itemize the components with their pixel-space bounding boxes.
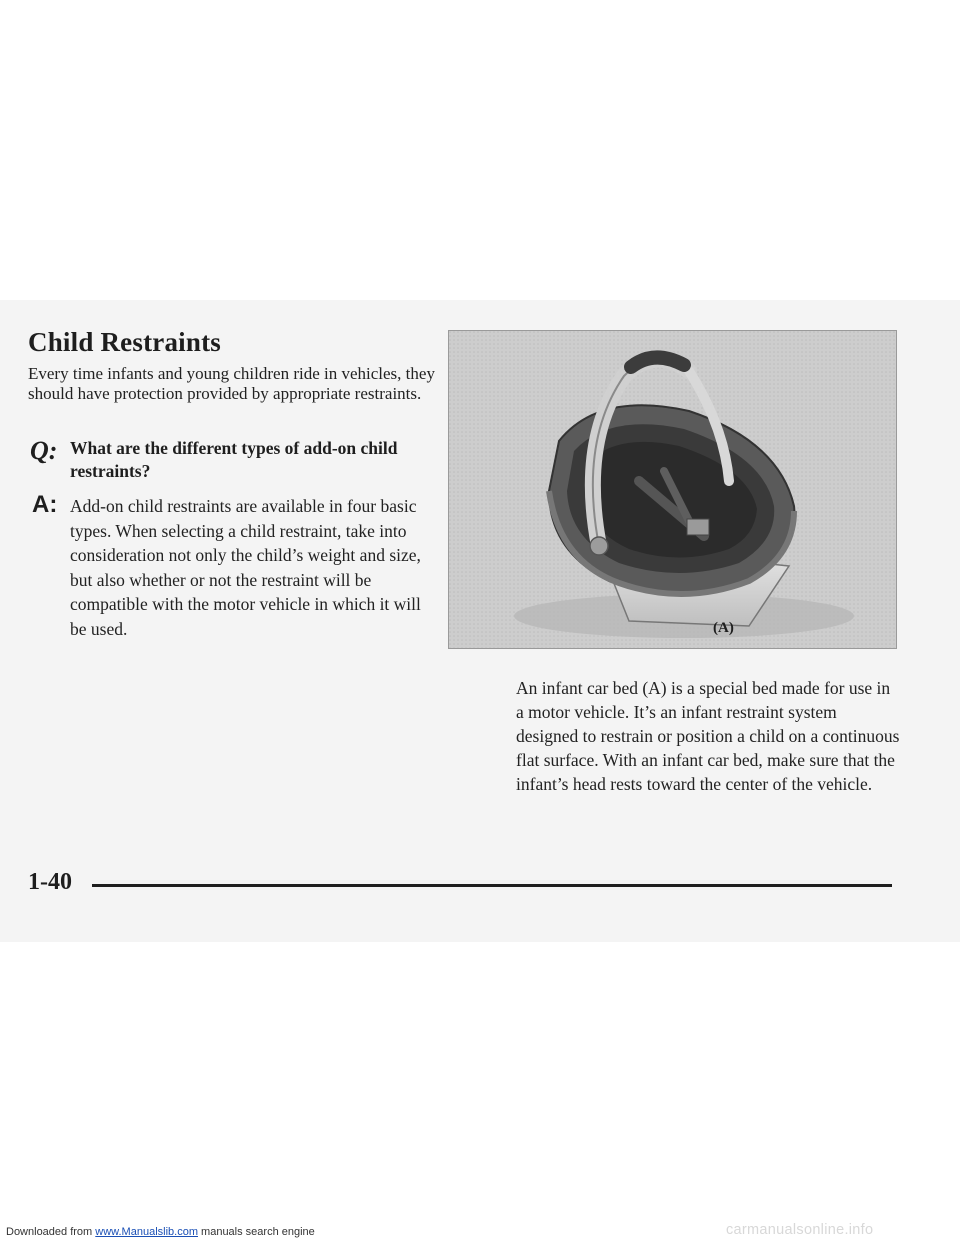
footer-prefix: Downloaded from (6, 1226, 96, 1238)
answer-marker: A: (32, 491, 58, 518)
footer-rule (92, 884, 892, 887)
car-bed-drawing (449, 331, 896, 648)
download-footer (6, 1226, 315, 1238)
page-title: Child Restraints (28, 327, 221, 357)
infant-car-bed-description: An infant car bed (A) is a special bed made for use in a motor vehicle. It’s an infant restraint system designed to restrain or position a child on a continuous flat surface. With an infant car bed, make sure that the infant’s head rests toward the center of the vehicle. (516, 678, 900, 794)
page-number: 1-40 (28, 869, 72, 895)
question-marker: Q: (30, 436, 58, 465)
intro-paragraph: Every time infants and young children ride in vehicles, they should have protection provided by appropriate restraints. (28, 364, 435, 403)
watermark-text: carmanualsonline.info (726, 1222, 874, 1238)
manualslib-link[interactable]: www.Manualslib.com (95, 1226, 198, 1238)
figure-label: (A) (713, 620, 734, 636)
question-text: What are the different types of add-on child restraints? (70, 438, 398, 481)
answer-text: Add-on child restraints are available in four basic types. When selecting a child restraint, take into consideration not only the child’s weight and size, but also whether or not the restraint will be compatible with the motor vehicle in which it will be used. (70, 496, 421, 639)
infant-car-bed-illustration (448, 330, 897, 649)
footer-suffix: manuals search engine (197, 1226, 315, 1238)
